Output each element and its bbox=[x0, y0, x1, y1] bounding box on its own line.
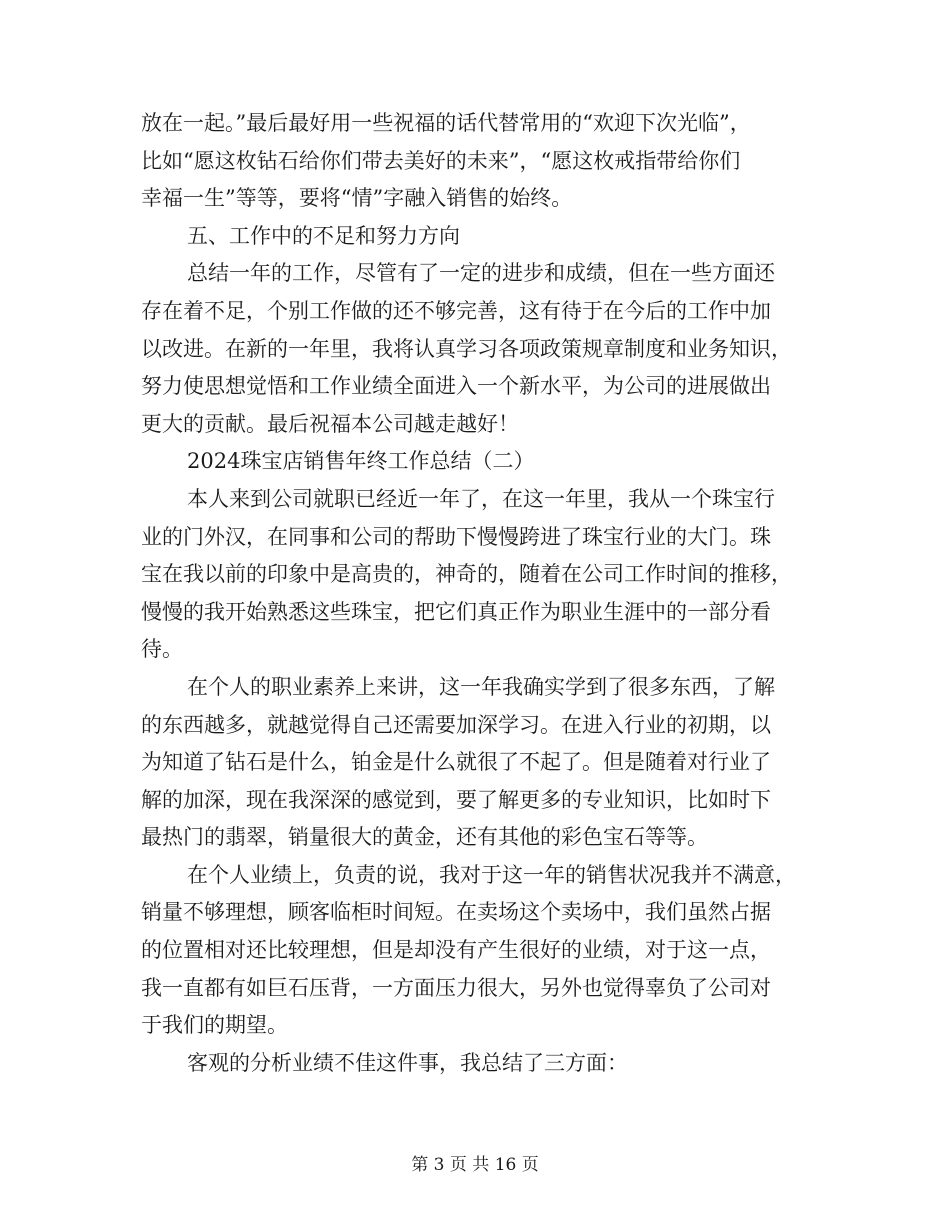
text-line: 客观的分析业绩不佳这件事，我总结了三方面： bbox=[187, 1050, 628, 1075]
text-line: 2024珠宝店销售年终工作总结（二） bbox=[187, 449, 535, 474]
text-line: 宝在我以前的印象中是高贵的，神奇的，随着在公司工作时间的推移， bbox=[141, 562, 792, 587]
text-line: 慢慢的我开始熟悉这些珠宝，把它们真正作为职业生涯中的一部分看 bbox=[141, 599, 771, 624]
text-line: 业的门外汉，在同事和公司的帮助下慢慢跨进了珠宝行业的大门。珠 bbox=[141, 524, 771, 549]
text-line: 存在着不足，个别工作做的还不够完善，这有待于在今后的工作中加 bbox=[141, 298, 771, 323]
text-line: 放在一起。”最后最好用一些祝福的话代替常用的“欢迎下次光临”， bbox=[141, 111, 751, 135]
text-line: 总结一年的工作，尽管有了一定的进步和成绩，但在一些方面还 bbox=[187, 261, 775, 286]
text-line: 以改进。在新的一年里，我将认真学习各项政策规章制度和业务知识， bbox=[141, 336, 792, 361]
text-line: 努力使思想觉悟和工作业绩全面进入一个新水平，为公司的进展做出 bbox=[141, 374, 771, 399]
text-line: 的东西越多，就越觉得自己还需要加深学习。在进入行业的初期，以 bbox=[141, 712, 771, 737]
text-line: 在个人的职业素养上来讲，这一年我确实学到了很多东西，了解 bbox=[187, 674, 775, 699]
text-line: 五、工作中的不足和努力方向 bbox=[187, 223, 460, 248]
text-line: 本人来到公司就职已经近一年了，在这一年里，我从一个珠宝行 bbox=[187, 486, 775, 511]
page-number-footer: 第 3 页 共 16 页 bbox=[411, 1155, 539, 1175]
text-line: 销量不够理想，顾客临柜时间短。在卖场这个卖场中，我们虽然占据 bbox=[141, 900, 771, 925]
text-line: 更大的贡献。最后祝福本公司越走越好！ bbox=[141, 411, 519, 436]
text-line: 在个人业绩上，负责的说，我对于这一年的销售状况我并不满意， bbox=[187, 862, 796, 887]
text-line: 待。 bbox=[141, 637, 183, 662]
text-line: 比如“愿这枚钻石给你们带去美好的未来”，“愿这枚戒指带给你们 bbox=[141, 148, 741, 173]
text-line: 的位置相对还比较理想，但是却没有产生很好的业绩，对于这一点， bbox=[141, 938, 771, 963]
text-line: 幸福一生”等等，要将“情”字融入销售的始终。 bbox=[141, 186, 573, 211]
text-line: 于我们的期望。 bbox=[141, 1013, 288, 1038]
text-line: 解的加深，现在我深深的感觉到，要了解更多的专业知识，比如时下 bbox=[141, 787, 771, 812]
text-line: 为知道了钻石是什么，铂金是什么就很了不起了。但是随着对行业了 bbox=[141, 750, 771, 775]
text-line: 最热门的翡翠，销量很大的黄金，还有其他的彩色宝石等等。 bbox=[141, 825, 708, 850]
text-line: 我一直都有如巨石压背，一方面压力很大，另外也觉得辜负了公司对 bbox=[141, 975, 771, 1000]
document-body bbox=[141, 105, 811, 1082]
